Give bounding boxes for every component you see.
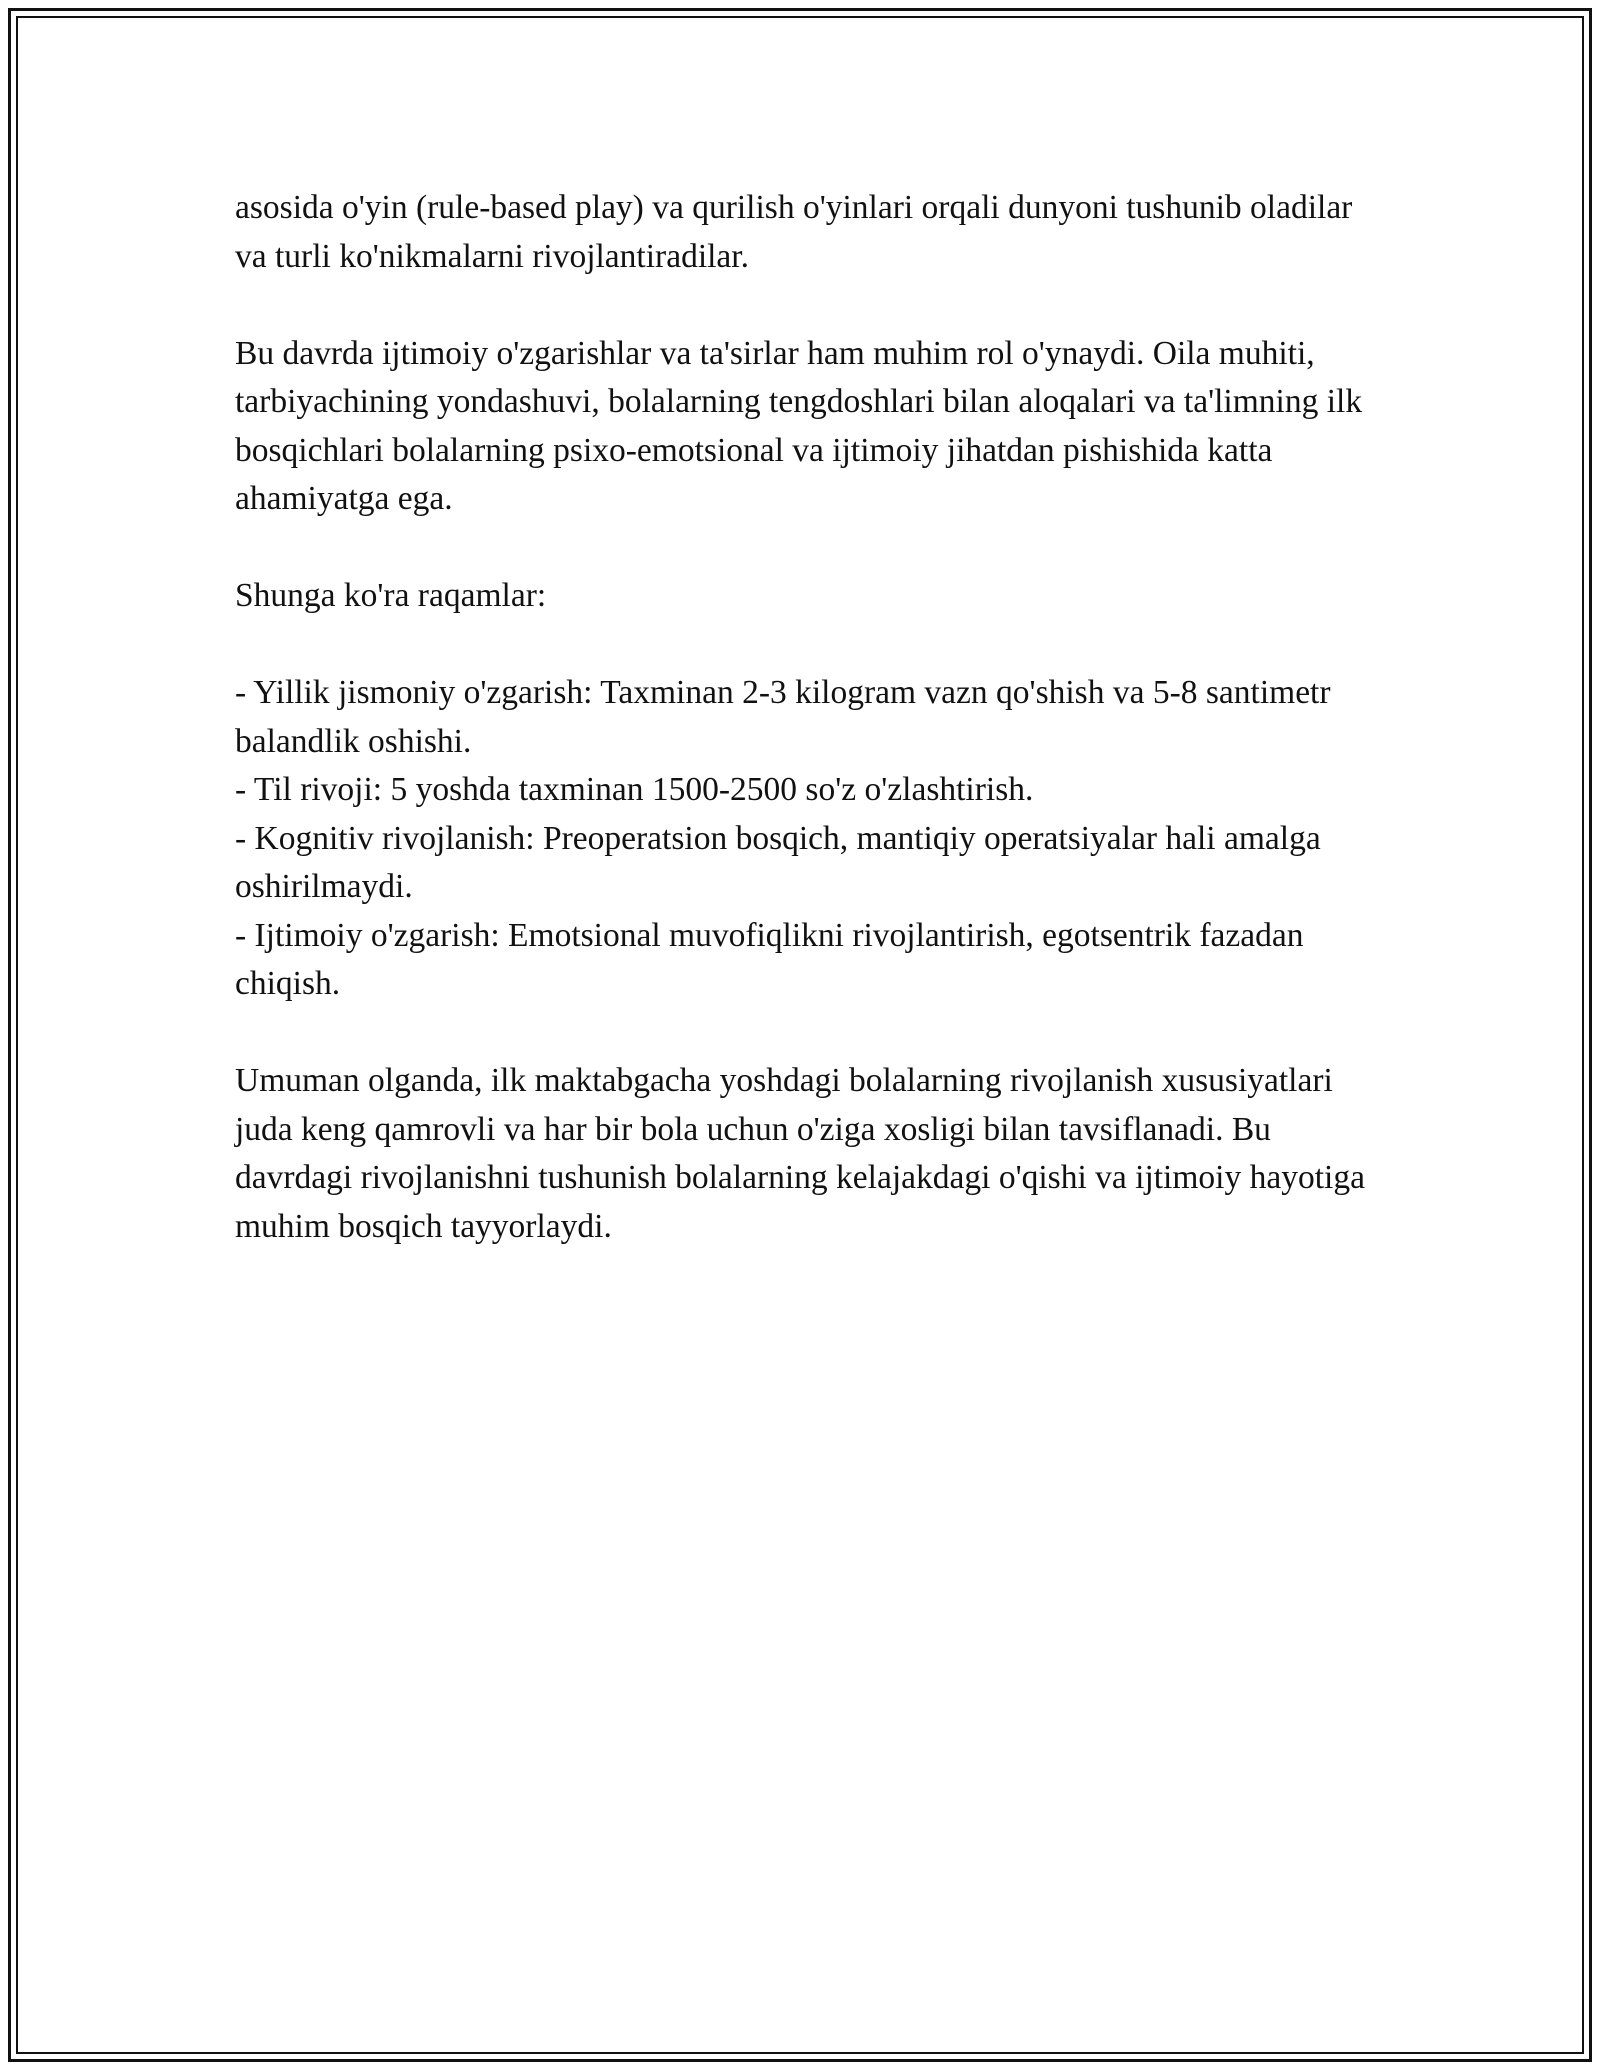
list-item-language: - Til rivoji: 5 yoshda taxminan 1500-2500 so'z o'zlashtirish. (235, 771, 1034, 808)
paragraph-conclusion: Umuman olganda, ilk maktabgacha yoshdagi bolalarning rivojlanish xususiyatlari juda keng qamrovli va har bir bola uchun o'ziga xosligi bilan tavsiflanadi. Bu davrdagi rivojlanishni tushunish bolalarning kelajakdagi o'qishi va ijtimoiy hayotiga muhim bosqich tayyorlaydi. (235, 1062, 1365, 1245)
paragraph-play-intro: asosida o'yin (rule-based play) va qurilish o'yinlari orqali dunyoni tushunib oladilar va turli ko'nikmalarni rivojlantiradilar. (235, 189, 1353, 275)
facts-list (235, 669, 1375, 1009)
paragraph-social-changes: Bu davrda ijtimoiy o'zgarishlar va ta'sirlar ham muhim rol o'ynaydi. Oila muhiti, tarbiyachining yondashuvi, bolalarning tengdoshlari bilan aloqalari va ta'limning ilk bosqichlari bolalarning psixo-emotsional va ijtimoiy jihatdan pishishida katta ahamiyatga ega. (235, 334, 1363, 517)
paragraph-numbers-heading: Shunga ko'ra raqamlar: (235, 577, 547, 614)
list-item-cognitive: - Kognitiv rivojlanish: Preoperatsion bosqich, mantiqiy operatsiyalar hali amalga oshirilmaydi. (235, 819, 1321, 905)
document-body (235, 184, 1375, 1300)
list-item-social: - Ijtimoiy o'zgarish: Emotsional muvofiqlikni rivojlantirish, egotsentrik fazadan chiqish. (235, 916, 1304, 1002)
list-item-physical: - Yillik jismoniy o'zgarish: Taxminan 2-3 kilogram vazn qo'shish va 5-8 santimetr balandlik oshishi. (235, 674, 1331, 760)
